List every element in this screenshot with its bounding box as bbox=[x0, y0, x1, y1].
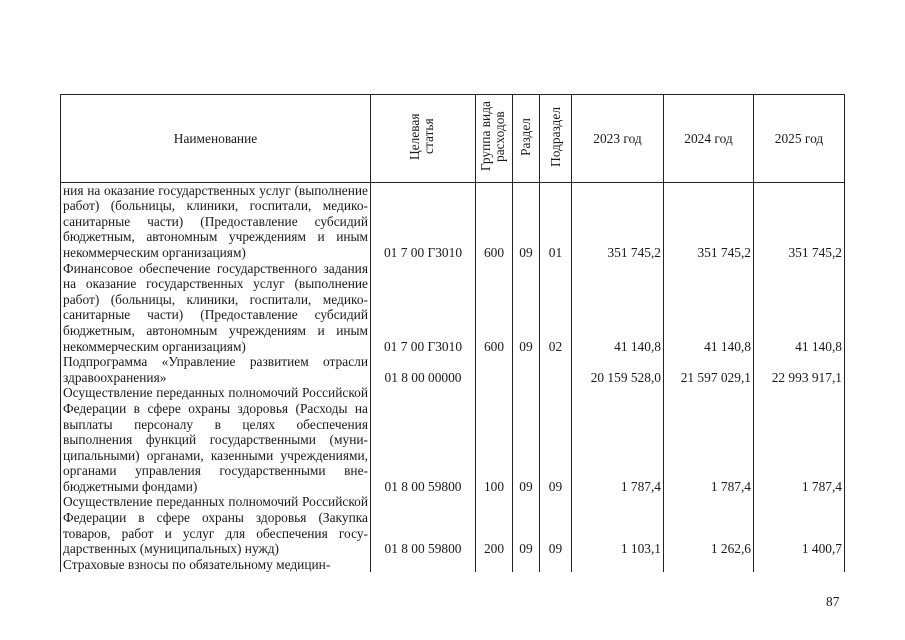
row-value-2024: 1 262,6 bbox=[664, 494, 754, 556]
row-value-2024: 41 140,8 bbox=[664, 261, 754, 355]
row-value-2024: 351 745,2 bbox=[664, 182, 754, 260]
row-value-2024 bbox=[664, 557, 754, 573]
row-section: 09 bbox=[513, 494, 540, 556]
row-expense-group: 600 bbox=[476, 182, 513, 260]
header-year-2023: 2023 год bbox=[572, 95, 664, 183]
row-subsection: 02 bbox=[540, 261, 572, 355]
header-expense-group bbox=[476, 95, 513, 183]
row-section: 09 bbox=[513, 261, 540, 355]
row-section: 09 bbox=[513, 182, 540, 260]
row-subsection: 09 bbox=[540, 385, 572, 494]
row-subsection bbox=[540, 557, 572, 573]
row-target-article: 01 7 00 Г3010 bbox=[371, 261, 476, 355]
row-name: Финансовое обеспечение государственного задания на оказание государственных услуг (выполнение работ) (больницы, клиники, госпитали, медико-санитарные части) (Предоставление субсидий бюджетным, автономным учреждениям и иным некоммерческим организациям) bbox=[61, 261, 371, 355]
row-expense-group: 600 bbox=[476, 261, 513, 355]
table-row bbox=[61, 494, 845, 556]
row-section bbox=[513, 354, 540, 385]
row-value-2025: 351 745,2 bbox=[754, 182, 845, 260]
row-target-article: 01 8 00 59800 bbox=[371, 494, 476, 556]
row-target-article: 01 7 00 Г3010 bbox=[371, 182, 476, 260]
row-value-2023: 351 745,2 bbox=[572, 182, 664, 260]
row-expense-group bbox=[476, 557, 513, 573]
header-section-label: Раздел bbox=[518, 117, 533, 156]
row-section: 09 bbox=[513, 385, 540, 494]
header-target-article-label: Целевая статья bbox=[407, 113, 436, 160]
row-value-2025: 41 140,8 bbox=[754, 261, 845, 355]
row-value-2023 bbox=[572, 557, 664, 573]
row-name: Осуществление переданных полномочий Российской Федерации в сфере охраны здоровья (Расходы на выплаты персоналу в целях обеспечения выполнения функций государственными (муниципальными) органами, казенными учреждениями, органами управления государственными внебюджетными фондами) bbox=[61, 385, 371, 494]
row-subsection: 09 bbox=[540, 494, 572, 556]
row-name: ния на оказание государственных услуг (выполнение работ) (больницы, клиники, госпитали, медико-санитарные части) (Предоставление субсидий бюджетным, автономным учреждениям и иным некоммерческим организациям) bbox=[61, 182, 371, 260]
row-target-article: 01 8 00 00000 bbox=[371, 354, 476, 385]
row-value-2023: 41 140,8 bbox=[572, 261, 664, 355]
header-subsection-label: Подраздел bbox=[547, 106, 563, 167]
row-name: Страховые взносы по обязательному медицин- bbox=[61, 557, 371, 573]
header-target-article bbox=[371, 95, 476, 183]
row-value-2023: 1 787,4 bbox=[572, 385, 664, 494]
header-year-2025: 2025 год bbox=[754, 95, 845, 183]
row-value-2025: 22 993 917,1 bbox=[754, 354, 845, 385]
row-expense-group bbox=[476, 354, 513, 385]
table-row bbox=[61, 385, 845, 494]
row-value-2023: 1 103,1 bbox=[572, 494, 664, 556]
row-value-2025 bbox=[754, 557, 845, 573]
row-section bbox=[513, 557, 540, 573]
row-name: Осуществление переданных полномочий Российской Федерации в сфере охраны здоровья (Закупка товаров, работ и услуг для обеспечения государственных (муниципальных) нужд) bbox=[61, 494, 371, 556]
header-year-2024: 2024 год bbox=[664, 95, 754, 183]
row-subsection: 01 bbox=[540, 182, 572, 260]
table-header-row bbox=[61, 95, 845, 183]
row-target-article: 01 8 00 59800 bbox=[371, 385, 476, 494]
row-value-2025: 1 400,7 bbox=[754, 494, 845, 556]
row-value-2024: 21 597 029,1 bbox=[664, 354, 754, 385]
row-value-2024: 1 787,4 bbox=[664, 385, 754, 494]
header-expense-group-label: Группа вида расходов bbox=[478, 101, 507, 172]
page-number: 87 bbox=[826, 594, 840, 609]
row-expense-group: 200 bbox=[476, 494, 513, 556]
table-row bbox=[61, 354, 845, 385]
header-subsection bbox=[540, 95, 572, 183]
row-value-2023: 20 159 528,0 bbox=[572, 354, 664, 385]
table-row bbox=[61, 182, 845, 260]
budget-table bbox=[60, 94, 845, 572]
row-value-2025: 1 787,4 bbox=[754, 385, 845, 494]
row-name: Подпрограмма «Управление развитием отрасли здравоохранения» bbox=[61, 354, 371, 385]
table-row bbox=[61, 557, 845, 573]
row-target-article bbox=[371, 557, 476, 573]
table-row bbox=[61, 261, 845, 355]
row-subsection bbox=[540, 354, 572, 385]
header-section bbox=[513, 95, 540, 183]
row-expense-group: 100 bbox=[476, 385, 513, 494]
header-name: Наименование bbox=[61, 95, 371, 183]
